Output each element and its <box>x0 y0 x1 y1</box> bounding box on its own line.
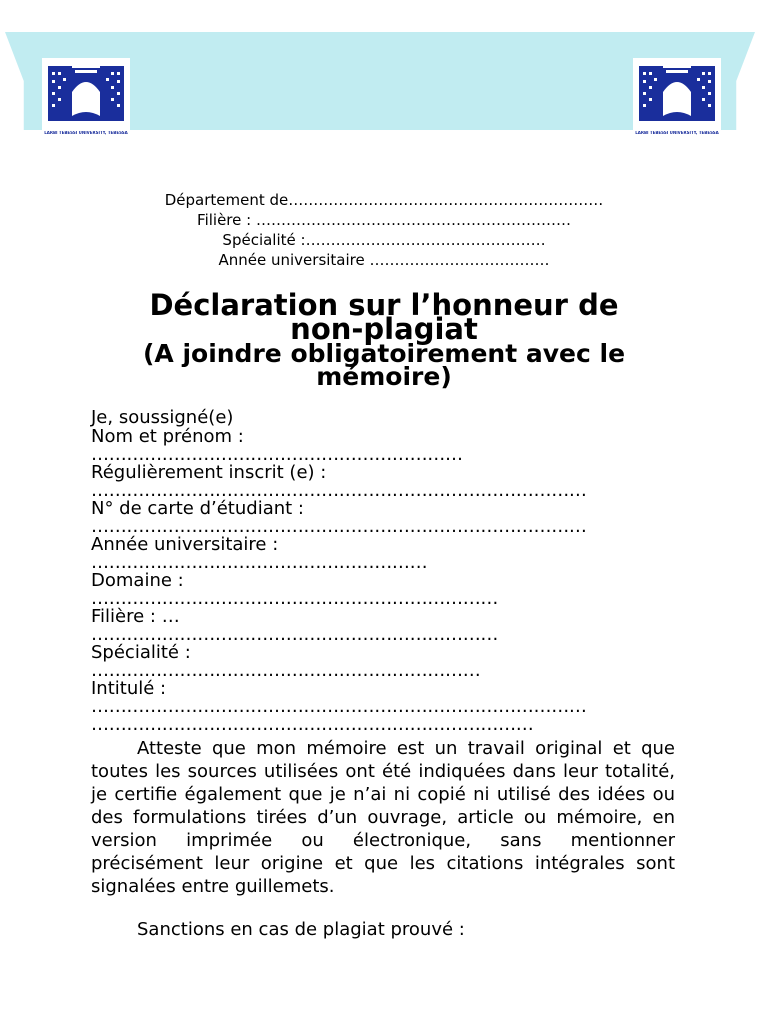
filiere-label: Filière : … <box>91 606 180 627</box>
nom-field: ……………………………………………………… <box>91 444 463 465</box>
logo-caption: LARBI TEBESSI UNIVERSITY, TEBESSA <box>44 131 128 135</box>
university-logo-right <box>633 58 721 136</box>
title-line-2: non-plagiat <box>290 312 478 346</box>
subtitle-line-1: (A joindre obligatoirement avec le <box>142 339 626 368</box>
university-logo-left <box>42 58 130 136</box>
inscrit-label: Régulièrement inscrit (e) : <box>91 462 327 483</box>
annee-field: ………………………………………………… <box>91 552 428 573</box>
subtitle-line-2: mémoire) <box>316 362 452 391</box>
sanctions-text: Sanctions en cas de plagiat prouvé : <box>137 919 465 940</box>
attestation-paragraph <box>91 737 675 898</box>
filiere-field: …………………………………………………………… <box>91 624 499 645</box>
inscrit-field: ………………………………………………………………………… <box>91 480 587 501</box>
nom-label: Nom et prénom : <box>91 426 244 447</box>
specialite-line: Spécialité :………………………………………… <box>222 231 546 249</box>
departement-line: Département de……………………………………………………… <box>164 191 604 209</box>
attestation-text: Atteste que mon mémoire est un travail original et que toutes les sources utilisées ont été indiquées dans leur totalité, je certifie également que je n’ai ni copié ni utilisé des idées ou des formulations tirées d’un ouvrage, article ou mémoire, en version imprimée ou électronique, sans mentionner précisément leur origine et que les citations intégrales sont signalées entre guillemets. <box>91 738 675 897</box>
intitule-label: Intitulé : <box>91 678 167 699</box>
specialite-label: Spécialité : <box>91 642 191 663</box>
carte-label: N° de carte d’étudiant : <box>91 498 304 519</box>
logo-caption: LARBI TEBESSI UNIVERSITY, TEBESSA <box>635 131 719 135</box>
domaine-label: Domaine : <box>91 570 184 591</box>
domaine-field: …………………………………………………………… <box>91 588 499 609</box>
carte-field: ………………………………………………………………………… <box>91 516 587 537</box>
intitule-field-1: ………………………………………………………………………… <box>91 696 587 717</box>
annee-line: Année universitaire ……………………………… <box>218 251 550 269</box>
specialite-field: ………………………………………………………… <box>91 660 481 681</box>
annee-label: Année universitaire : <box>91 534 279 555</box>
title-line-1: Déclaration sur l’honneur de <box>149 288 619 322</box>
filiere-line: Filière : ……………………………………………………… <box>197 211 571 229</box>
sanctions-paragraph <box>91 918 675 941</box>
intro-text: Je, soussigné(e) <box>91 407 234 428</box>
intitule-field-2: ………………………………………………………………… <box>91 714 534 735</box>
